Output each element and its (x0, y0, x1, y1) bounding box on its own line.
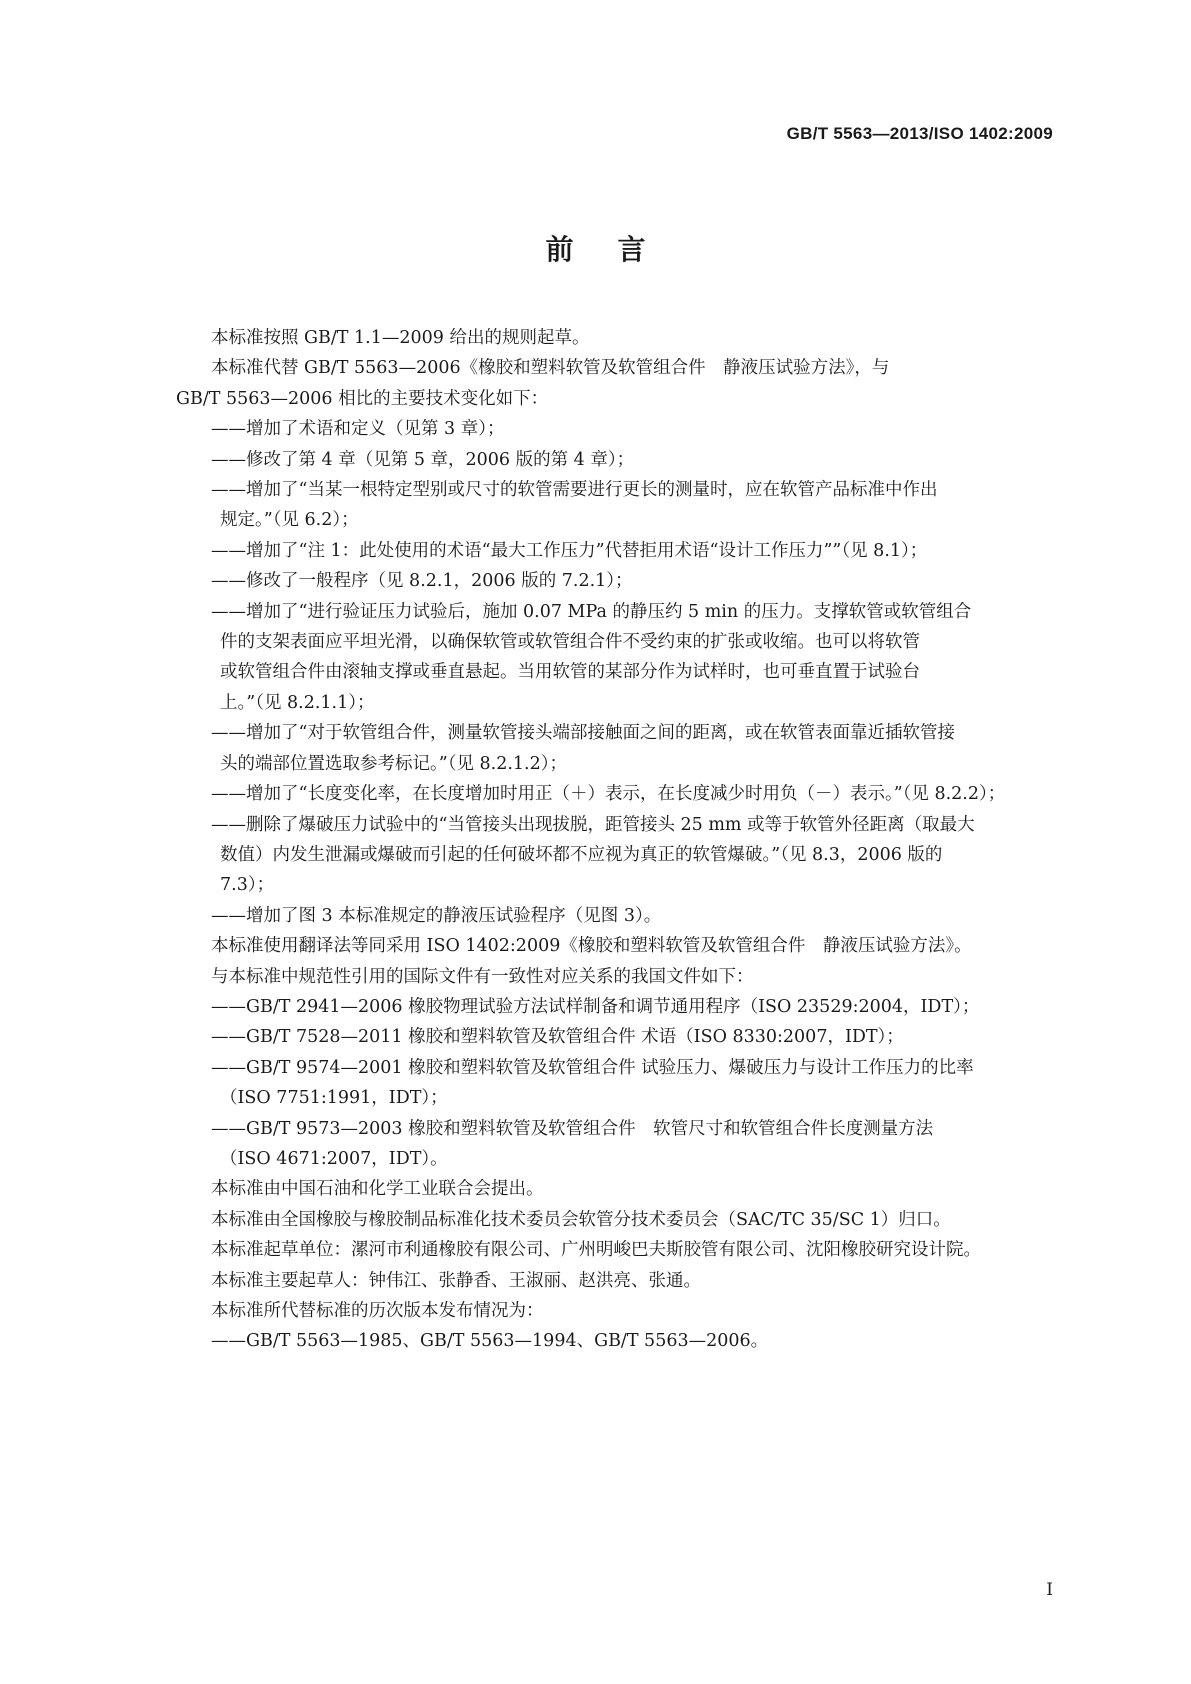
document-number-header: GB/T 5563—2013/ISO 1402:2009 (786, 124, 1053, 143)
list-item: ——增加了“长度变化率，在长度增加时用正（＋）表示，在长度减少时用负（－）表示。”（见 8.2.2）； (211, 784, 1006, 805)
paragraph: 本标准所代替标准的历次版本发布情况为： (211, 1301, 544, 1321)
paragraph: 本标准使用翻译法等同采用 ISO 1402:2009《橡胶和塑料软管及软管组合件 静液压试验方法》。 (211, 936, 972, 957)
list-item: ——GB/T 2941—2006 橡胶物理试验方法试样制备和调节通用程序（ISO 23529:2004，IDT）； (211, 996, 980, 1017)
list-item: ——修改了一般程序（见 8.2.1，2006 版的 7.2.1）； (211, 571, 633, 592)
list-item-continuation: 规定。”（见 6.2）； (220, 510, 359, 531)
list-item-continuation: （ISO 7751:1991，IDT）； (220, 1088, 448, 1109)
paragraph: 与本标准中规范性引用的国际文件有一致性对应关系的我国文件如下： (211, 966, 754, 987)
page-number: I (1046, 1580, 1053, 1600)
list-item: ——修改了第 4 章（见第 5 章，2006 版的第 4 章）； (211, 449, 635, 470)
list-item: ——增加了“对于软管组合件，测量软管接头端部接触面之间的距离，或在软管表面靠近插软管接 (211, 723, 955, 744)
paragraph: 本标准主要起草人：钟伟江、张静香、王淑丽、赵洪亮、张通。 (211, 1270, 701, 1291)
paragraph: 本标准起草单位：漯河市利通橡胶有限公司、广州明峻巴夫斯胶管有限公司、沈阳橡胶研究设计院。 (211, 1240, 981, 1261)
list-item-continuation: （ISO 4671:2007，IDT）。 (220, 1148, 448, 1169)
list-item: ——增加了“注 1：此处使用的术语“最大工作压力”代替拒用术语“设计工作压力””（见 8.1）； (211, 540, 928, 561)
list-item: ——GB/T 9573—2003 橡胶和塑料软管及软管组合件 软管尺寸和软管组合件长度测量方法 (211, 1118, 934, 1139)
list-item: ——增加了术语和定义（见第 3 章）； (211, 419, 505, 440)
list-item-continuation: 7.3）； (220, 875, 275, 896)
list-item-continuation: 件的支架表面应平坦光滑，以确保软管或软管组合件不受约束的扩张或收缩。也可以将软管 (220, 632, 920, 653)
paragraph-continuation: GB/T 5563—2006 相比的主要技术变化如下： (176, 388, 549, 409)
paragraph: 本标准由全国橡胶与橡胶制品标准化技术委员会软管分技术委员会（SAC/TC 35/SC 1）归口。 (211, 1209, 951, 1230)
list-item: ——GB/T 9574—2001 橡胶和塑料软管及软管组合件 试验压力、爆破压力与设计工作压力的比率 (211, 1057, 974, 1078)
list-item: ——增加了“进行验证压力试验后，施加 0.07 MPa 的静压约 5 min 的压力。支撑软管或软管组合 (211, 601, 972, 622)
document-body (176, 323, 1056, 1357)
list-item-continuation: 或软管组合件由滚轴支撑或垂直悬起。当用软管的某部分作为试样时，也可垂直置于试验台 (220, 662, 920, 683)
paragraph: 本标准按照 GB/T 1.1—2009 给出的规则起草。 (211, 328, 590, 348)
list-item-continuation: 头的端部位置选取参考标记。”（见 8.2.1.2）； (220, 753, 567, 774)
list-item-continuation: 数值）内发生泄漏或爆破而引起的任何破坏都不应视为真正的软管爆破。”（见 8.3，2006 版的 (220, 844, 943, 865)
list-item: ——增加了“当某一根特定型别或尺寸的软管需要进行更长的测量时，应在软管产品标准中作出 (211, 480, 938, 501)
list-item: ——GB/T 7528—2011 橡胶和塑料软管及软管组合件 术语（ISO 8330:2007，IDT）； (211, 1027, 904, 1048)
list-item: ——GB/T 5563—1985、GB/T 5563—1994、GB/T 5563—2006。 (211, 1331, 769, 1352)
page-title: 前言 (545, 233, 690, 266)
list-item: ——增加了图 3 本标准规定的静液压试验程序（见图 3）。 (211, 905, 662, 926)
list-item: ——删除了爆破压力试验中的“当管接头出现拔脱，距管接头 25 mm 或等于软管外径距离（取最大 (211, 814, 975, 835)
paragraph: 本标准代替 GB/T 5563—2006《橡胶和塑料软管及软管组合件 静液压试验方法》，与 (211, 358, 890, 379)
list-item-continuation: 上。”（见 8.2.1.1）； (220, 692, 375, 713)
paragraph: 本标准由中国石油和化学工业联合会提出。 (211, 1179, 544, 1200)
